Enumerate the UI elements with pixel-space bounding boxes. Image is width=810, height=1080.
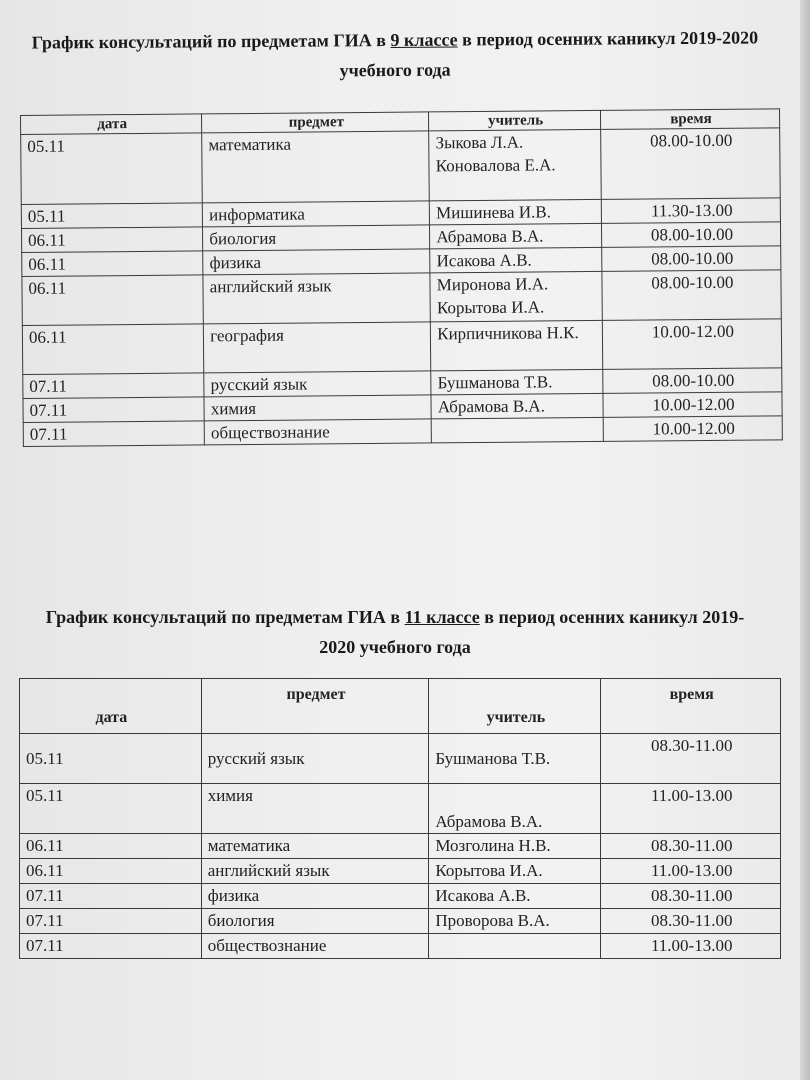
cell-time: 11.30-13.00 bbox=[601, 198, 780, 224]
header-time: время bbox=[601, 679, 781, 734]
cell-teacher: Абрамова В.А. bbox=[431, 393, 603, 418]
cell-subject: информатика bbox=[202, 201, 429, 227]
cell-date: 06.11 bbox=[20, 834, 202, 859]
cell-time: 08.00-10.00 bbox=[601, 128, 781, 200]
cell-subject: химия bbox=[204, 395, 431, 421]
cell-teacher: Мозголина Н.В. bbox=[429, 834, 601, 859]
cell-time: 08.00-10.00 bbox=[602, 246, 781, 272]
cell-time: 10.00-12.00 bbox=[603, 392, 782, 418]
cell-date: 07.11 bbox=[20, 934, 202, 959]
table-row bbox=[20, 834, 781, 859]
cell-subject: биология bbox=[203, 225, 430, 251]
cell-time: 08.30-11.00 bbox=[601, 909, 781, 934]
header-teacher: учитель bbox=[429, 110, 601, 130]
cell-teacher: Абрамова В.А. bbox=[430, 223, 602, 248]
cell-time: 11.00-13.00 bbox=[601, 859, 781, 884]
cell-date: 07.11 bbox=[20, 884, 202, 909]
table-row bbox=[22, 270, 781, 326]
table-header-row bbox=[20, 679, 781, 734]
cell-subject: математика bbox=[201, 834, 429, 859]
schedule-title-grade11 bbox=[30, 602, 760, 662]
cell-time: 10.00-12.00 bbox=[602, 319, 782, 370]
title-text-a: График консультаций по предметам ГИА в bbox=[45, 607, 405, 627]
cell-teacher: Мишинева И.В. bbox=[430, 199, 602, 224]
cell-teacher: Проворова В.А. bbox=[429, 909, 601, 934]
cell-date: 07.11 bbox=[23, 421, 204, 447]
title-class-underlined: 11 классе bbox=[404, 607, 480, 627]
cell-teacher: Абрамова В.А. bbox=[429, 784, 601, 834]
cell-date: 05.11 bbox=[21, 203, 202, 229]
table-row bbox=[20, 934, 781, 959]
cell-teacher: Бушманова Т.В. bbox=[429, 734, 601, 784]
table-row bbox=[20, 859, 781, 884]
cell-subject: математика bbox=[202, 131, 430, 203]
cell-time: 08.30-11.00 bbox=[601, 884, 781, 909]
cell-subject: обществознание bbox=[204, 419, 431, 445]
cell-subject: биология bbox=[201, 909, 429, 934]
cell-subject: английский язык bbox=[203, 273, 430, 324]
cell-subject: физика bbox=[201, 884, 429, 909]
cell-date: 07.11 bbox=[23, 373, 204, 399]
header-date: дата bbox=[21, 114, 202, 135]
cell-teacher: Кирпичникова Н.К. bbox=[431, 320, 603, 370]
header-subject: предмет bbox=[202, 112, 429, 133]
cell-teacher: Миронова И.А. Корытова И.А. bbox=[430, 271, 602, 321]
cell-teacher bbox=[429, 934, 601, 959]
table-row bbox=[21, 128, 781, 205]
cell-date: 05.11 bbox=[21, 133, 203, 205]
page-edge bbox=[800, 0, 810, 1080]
table-row bbox=[20, 784, 781, 834]
title-text-b: в период осенних каникул 2019-2020 учебного года bbox=[319, 607, 745, 657]
table-row bbox=[20, 884, 781, 909]
cell-subject: химия bbox=[201, 784, 429, 834]
cell-date: 05.11 bbox=[20, 734, 202, 784]
cell-teacher: Зыкова Л.А. Коновалова Е.А. bbox=[429, 129, 601, 200]
cell-time: 08.00-10.00 bbox=[601, 222, 780, 248]
cell-subject: география bbox=[204, 322, 431, 373]
cell-teacher: Исакова А.В. bbox=[430, 247, 602, 272]
header-time: время bbox=[600, 109, 779, 130]
cell-date: 06.11 bbox=[22, 275, 204, 326]
cell-subject: русский язык bbox=[204, 371, 431, 397]
cell-teacher: Корытова И.А. bbox=[429, 859, 601, 884]
header-subject: предмет bbox=[201, 679, 429, 734]
table-row bbox=[22, 319, 781, 375]
cell-time: 08.00-10.00 bbox=[602, 270, 782, 321]
cell-subject: русский язык bbox=[201, 734, 429, 784]
cell-subject: физика bbox=[203, 249, 430, 275]
cell-teacher bbox=[431, 417, 603, 442]
cell-teacher: Бушманова Т.В. bbox=[431, 369, 603, 394]
cell-date: 07.11 bbox=[20, 909, 202, 934]
cell-subject: английский язык bbox=[201, 859, 429, 884]
table-row bbox=[20, 909, 781, 934]
cell-time: 11.00-13.00 bbox=[601, 784, 781, 834]
title-text-b: в период осенних каникул 2019-2020 учебного года bbox=[339, 27, 759, 81]
schedule-table-grade9 bbox=[20, 108, 783, 447]
cell-date: 05.11 bbox=[20, 784, 202, 834]
header-date: дата bbox=[20, 679, 202, 734]
cell-date: 06.11 bbox=[22, 251, 203, 277]
cell-time: 08.00-10.00 bbox=[603, 368, 782, 394]
title-class-underlined: 9 классе bbox=[390, 29, 458, 51]
cell-date: 06.11 bbox=[21, 227, 202, 253]
cell-time: 11.00-13.00 bbox=[601, 934, 781, 959]
cell-subject: обществознание bbox=[201, 934, 429, 959]
cell-teacher: Исакова А.В. bbox=[429, 884, 601, 909]
table-row bbox=[20, 734, 781, 784]
cell-time: 08.30-11.00 bbox=[601, 834, 781, 859]
cell-date: 06.11 bbox=[22, 324, 204, 375]
schedule-title-grade9 bbox=[30, 22, 760, 87]
schedule-table-grade11 bbox=[19, 678, 781, 959]
title-text-a: График консультаций по предметам ГИА в bbox=[31, 30, 391, 53]
cell-time: 10.00-12.00 bbox=[603, 416, 782, 442]
header-teacher: учитель bbox=[429, 679, 601, 734]
cell-time: 08.30-11.00 bbox=[601, 734, 781, 784]
cell-date: 07.11 bbox=[23, 397, 204, 423]
cell-date: 06.11 bbox=[20, 859, 202, 884]
